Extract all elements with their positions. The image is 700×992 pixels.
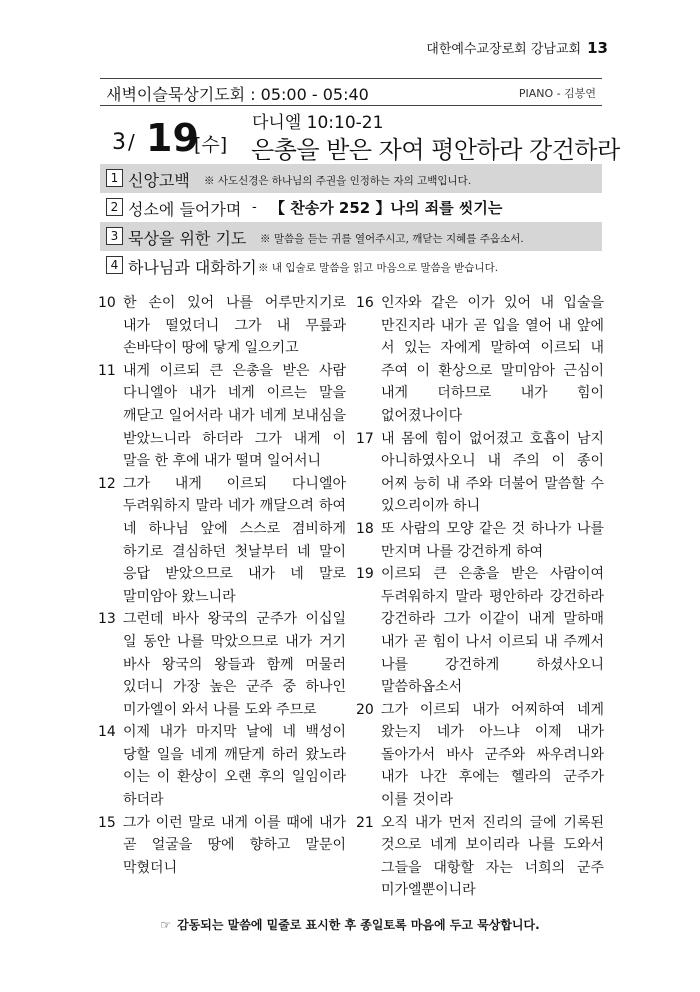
step-number: 3 <box>106 227 123 245</box>
verse-number: 11 <box>98 362 116 379</box>
pointing-hand-icon: ☞ <box>160 918 172 932</box>
step-dash: - <box>252 199 257 215</box>
footer-instruction <box>0 916 700 933</box>
service-bar <box>100 78 602 106</box>
verse-text: 내 몸에 힘이 없어졌고 호흡이 남지 아니하였사오니 내 주의 이 종이 어찌 능히 내 주와 더불어 말씀할 수 있으리이까 하니 <box>381 430 604 515</box>
step-number: 4 <box>106 256 123 274</box>
scripture-column-left <box>98 292 346 879</box>
step-conversation-with-god <box>100 251 602 280</box>
verse-text: 그가 내게 이르되 다니엘아 두려워하지 말라 네가 깨달으려 하여 네 하나님 앞에 스스로 겸비하게 하기로 결심하던 첫날부터 네 말이 응답 받았으므로 내가 네 말로 말미암아 왔느니라 <box>123 475 346 605</box>
service-name: 새벽이슬묵상기도회 : 05:00 - 05:40 <box>106 85 369 104</box>
step-confession <box>100 164 602 193</box>
verse-text: 그가 이르되 내가 어찌하여 네게 왔는지 네가 아느냐 이제 내가 돌아가서 바사 군주와 싸우려니와 내가 나간 후에는 헬라의 군주가 이를 것이라 <box>381 701 604 809</box>
verse-18 <box>356 518 604 563</box>
verse-number: 15 <box>98 814 116 831</box>
step-number: 2 <box>106 198 123 216</box>
verse-20 <box>356 699 604 812</box>
page-number: 13 <box>587 39 608 57</box>
verse-text: 인자와 같은 이가 있어 내 입술을 만진지라 내가 곧 입을 열어 내 앞에 서 있는 자에게 말하여 이르되 내 주여 이 환상으로 말미암아 근심이 내게 더하므로 내가 힘이 없어졌나이다 <box>381 295 604 424</box>
date-day: 19 <box>146 116 199 160</box>
verse-number: 18 <box>356 520 374 537</box>
verse-text: 또 사람의 모양 같은 것 하나가 나를 만지며 나를 강건하게 하여 <box>381 520 604 560</box>
verse-number: 17 <box>356 430 374 447</box>
verse-number: 13 <box>98 611 116 628</box>
piano-credit: PIANO - 김봉연 <box>518 87 596 100</box>
step-label: 신앙고백 <box>128 171 190 190</box>
hymn-title: 【 찬송가 252 】나의 죄를 씻기는 <box>270 199 503 217</box>
verse-11 <box>98 360 346 473</box>
verse-text: 그가 이런 말로 내게 이를 때에 내가 곧 얼굴을 땅에 향하고 말문이 막혔더니 <box>123 814 346 876</box>
date-month: 3 <box>112 130 126 155</box>
verse-number: 12 <box>98 475 116 492</box>
step-meditation-prayer <box>100 222 602 251</box>
step-entering-sanctuary <box>100 193 602 222</box>
verse-text: 그런데 바사 왕국의 군주가 이십일 일 동안 나를 막았으므로 내가 거기 바사 왕국의 왕들과 함께 머물러 있더니 가장 높은 군주 중 하나인 미가엘이 와서 나를 도와 주므로 <box>123 611 346 718</box>
date-weekday: [수] <box>194 134 228 156</box>
verse-17 <box>356 428 604 518</box>
step-number: 1 <box>106 169 123 187</box>
step-label: 성소에 들어가며 <box>128 200 242 219</box>
verse-21 <box>356 812 604 902</box>
scripture-reference: 다니엘 10:10-21 <box>252 113 384 133</box>
verse-13 <box>98 608 346 721</box>
verse-15 <box>98 812 346 880</box>
step-note: ※ 사도신경은 하나님의 주권을 인정하는 자의 고백입니다. <box>204 175 472 187</box>
verse-16 <box>356 292 604 428</box>
step-label: 묵상을 위한 기도 <box>128 229 247 248</box>
church-header <box>426 38 608 57</box>
verse-text: 이르되 큰 은총을 받은 사람이여 두려워하지 말라 평안하라 강건하라 강건하라 그가 이같이 내게 말하매 내가 곧 힘이 나서 이르되 내 주께서 나를 강건하게 하셨사오니 말씀하옵소서 <box>381 566 604 696</box>
verse-10 <box>98 292 346 360</box>
sermon-title: 은총을 받은 자여 평안하라 강건하라 <box>251 136 620 164</box>
verse-number: 21 <box>356 814 374 831</box>
verse-19 <box>356 563 604 699</box>
verse-text: 내게 이르되 큰 은총을 받은 사람 다니엘아 내가 네게 이르는 말을 깨닫고 일어서라 내가 네게 보내심을 받았느니라 하더라 그가 내게 이 말을 한 후에 내가 떨며 일어서니 <box>123 362 346 470</box>
verse-text: 이제 내가 마지막 날에 네 백성이 당할 일을 네게 깨닫게 하러 왔노라 이는 이 환상이 오랜 후의 일임이라 하더라 <box>123 724 346 809</box>
verse-12 <box>98 473 346 609</box>
footer-text: 감동되는 말씀에 밑줄로 표시한 후 종일토록 마음에 두고 묵상합니다. <box>177 918 540 932</box>
scripture-column-right <box>356 292 604 902</box>
verse-number: 19 <box>356 566 374 583</box>
verse-number: 16 <box>356 295 374 311</box>
verse-number: 20 <box>356 701 374 718</box>
church-name: 대한예수교장로회 강남교회 <box>426 42 582 57</box>
verse-number: 14 <box>98 724 116 741</box>
order-of-worship <box>100 164 602 280</box>
verse-14 <box>98 721 346 811</box>
step-note: ※ 내 입술로 말씀을 읽고 마음으로 말씀을 받습니다. <box>258 262 499 274</box>
step-note: ※ 말씀을 듣는 귀를 열어주시고, 깨닫는 지혜를 주옵소서. <box>260 233 524 245</box>
date-slash: / <box>128 130 135 154</box>
verse-text: 오직 내가 먼저 진리의 글에 기록된 것으로 네게 보이리라 나를 도와서 그들을 대항할 자는 너희의 군주 미가엘뿐이니라 <box>381 814 604 899</box>
verse-number: 10 <box>98 295 116 311</box>
step-label: 하나님과 대화하기 <box>128 258 257 277</box>
verse-text: 한 손이 있어 나를 어루만지기로 내가 떨었더니 그가 내 무릎과 손바닥이 땅에 닿게 일으키고 <box>123 295 346 357</box>
